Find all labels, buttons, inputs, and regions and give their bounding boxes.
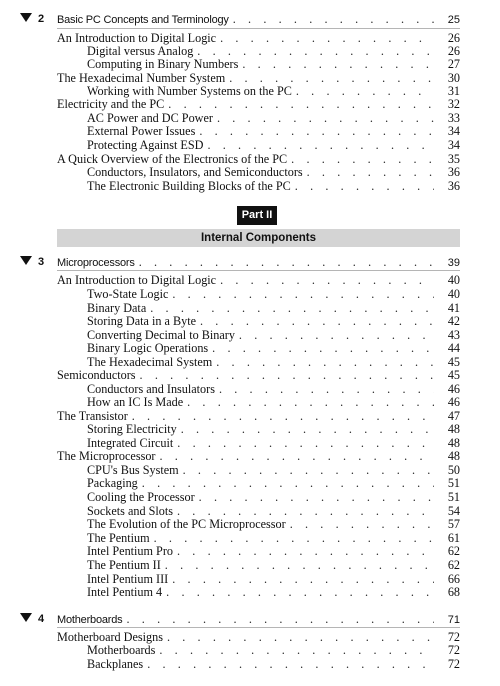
toc-page-number: 48 xyxy=(447,422,460,436)
toc-entry[interactable] xyxy=(0,57,500,71)
toc-page-number: 68 xyxy=(447,585,460,599)
toc-entry[interactable] xyxy=(0,630,500,644)
toc-entry[interactable] xyxy=(0,382,500,396)
expand-triangle-icon[interactable] xyxy=(20,256,32,265)
toc-entry[interactable] xyxy=(0,97,500,111)
dot-leader xyxy=(132,409,434,423)
toc-entry-title: The Electronic Building Blocks of the PC xyxy=(87,179,291,193)
dot-leader xyxy=(167,630,434,644)
toc-page-number: 27 xyxy=(447,57,460,71)
toc-entry-title: Motherboard Designs xyxy=(57,630,163,644)
dot-leader xyxy=(296,84,434,98)
dot-leader xyxy=(172,287,434,301)
toc-chapter-entry[interactable] xyxy=(0,255,500,269)
toc-entry-title: Semiconductors xyxy=(57,368,136,382)
dot-leader xyxy=(187,395,434,409)
toc-entry[interactable] xyxy=(0,657,500,671)
toc-entry[interactable] xyxy=(0,463,500,477)
toc-page-number: 48 xyxy=(447,436,460,450)
toc-entry[interactable] xyxy=(0,643,500,657)
chapter-rule xyxy=(57,28,460,29)
toc-entry[interactable] xyxy=(0,341,500,355)
dot-leader xyxy=(200,314,434,328)
toc-entry-title: Protecting Against ESD xyxy=(87,138,204,152)
chapter-number: 3 xyxy=(38,256,45,268)
chapter-number: 4 xyxy=(38,613,45,625)
toc-chapter-entry[interactable] xyxy=(0,612,500,626)
dot-leader xyxy=(220,31,434,45)
toc-page-number: 26 xyxy=(447,44,460,58)
chapter-number: 2 xyxy=(38,13,45,25)
expand-triangle-icon[interactable] xyxy=(20,613,32,622)
dot-leader xyxy=(199,490,434,504)
dot-leader xyxy=(212,341,434,355)
toc-entry-title: Sockets and Slots xyxy=(87,504,173,518)
toc-entry[interactable] xyxy=(0,152,500,166)
toc-page-number: 41 xyxy=(447,301,460,315)
toc-entry-title: An Introduction to Digital Logic xyxy=(57,31,217,45)
toc-entry[interactable] xyxy=(0,44,500,58)
dot-leader xyxy=(154,531,434,545)
toc-page-number: 66 xyxy=(447,572,460,586)
dot-leader xyxy=(290,517,434,531)
toc-entry-title: Converting Decimal to Binary xyxy=(87,328,235,342)
toc-entry-title: How an IC Is Made xyxy=(87,395,184,409)
toc-entry[interactable] xyxy=(0,71,500,85)
toc-entry-title: Digital versus Analog xyxy=(87,44,194,58)
dot-leader xyxy=(168,97,434,111)
toc-entry[interactable] xyxy=(0,368,500,382)
dot-leader xyxy=(291,152,434,166)
toc-page-number: 51 xyxy=(447,490,460,504)
toc-page-number: 46 xyxy=(447,395,460,409)
toc-entry-title: Motherboards xyxy=(57,614,123,626)
toc-page-number: 25 xyxy=(447,14,460,26)
toc-page-number: 51 xyxy=(447,476,460,490)
toc-entry-title: An Introduction to Digital Logic xyxy=(57,273,217,287)
dot-leader xyxy=(229,71,434,85)
dot-leader xyxy=(239,328,434,342)
toc-entry-title: Motherboards xyxy=(87,643,156,657)
toc-entry-title: Intel Pentium 4 xyxy=(87,585,163,599)
dot-leader xyxy=(307,165,434,179)
toc-page-number: 57 xyxy=(447,517,460,531)
toc-page-number: 32 xyxy=(447,97,460,111)
toc-entry[interactable] xyxy=(0,585,500,599)
toc-chapter-entry[interactable] xyxy=(0,12,500,26)
dot-leader xyxy=(219,382,434,396)
toc-entry-title: The Hexadecimal System xyxy=(87,355,213,369)
part-badge: Part II xyxy=(237,206,277,225)
toc-entry[interactable] xyxy=(0,328,500,342)
toc-page-number: 61 xyxy=(447,531,460,545)
toc-entry[interactable] xyxy=(0,314,500,328)
dot-leader xyxy=(181,422,434,436)
toc-page-number: 45 xyxy=(447,368,460,382)
chapter-rule xyxy=(57,270,460,271)
toc-entry[interactable] xyxy=(0,138,500,152)
chapter-rule xyxy=(57,627,460,628)
toc-page-number: 47 xyxy=(447,409,460,423)
dot-leader xyxy=(159,449,434,463)
dot-leader xyxy=(126,612,434,626)
dot-leader xyxy=(183,463,434,477)
toc-entry-title: The Evolution of the PC Microprocessor xyxy=(87,517,286,531)
toc-entry[interactable] xyxy=(0,395,500,409)
toc-page-number: 62 xyxy=(447,544,460,558)
toc-page-number: 35 xyxy=(447,152,460,166)
toc-entry-title: The Pentium II xyxy=(87,558,161,572)
toc-entry-title: Cooling the Processor xyxy=(87,490,195,504)
dot-leader xyxy=(147,657,434,671)
toc-entry-title: Binary Logic Operations xyxy=(87,341,209,355)
toc-entry[interactable] xyxy=(0,572,500,586)
toc-page-number: 31 xyxy=(447,84,460,98)
toc-entry[interactable] xyxy=(0,301,500,315)
toc-entry[interactable] xyxy=(0,449,500,463)
toc-entry[interactable] xyxy=(0,31,500,45)
dot-leader xyxy=(216,355,434,369)
toc-entry[interactable] xyxy=(0,517,500,531)
toc-page-number: 72 xyxy=(447,643,460,657)
toc-entry[interactable] xyxy=(0,287,500,301)
toc-entry[interactable] xyxy=(0,409,500,423)
dot-leader xyxy=(140,368,434,382)
toc-entry-title: Backplanes xyxy=(87,657,144,671)
toc-page-number: 45 xyxy=(447,355,460,369)
toc-entry-title: A Quick Overview of the Electronics of the PC xyxy=(57,152,288,166)
toc-entry[interactable] xyxy=(0,558,500,572)
toc-page-number: 34 xyxy=(447,124,460,138)
toc-entry[interactable] xyxy=(0,476,500,490)
toc-entry[interactable] xyxy=(0,355,500,369)
dot-leader xyxy=(172,572,434,586)
dot-leader xyxy=(177,504,434,518)
toc-page-number: 46 xyxy=(447,382,460,396)
toc-entry[interactable] xyxy=(0,273,500,287)
toc-page-number: 40 xyxy=(447,273,460,287)
toc-entry-title: The Microprocessor xyxy=(57,449,156,463)
toc-page-number: 72 xyxy=(447,630,460,644)
toc-page-number: 36 xyxy=(447,165,460,179)
toc-entry[interactable] xyxy=(0,165,500,179)
toc-page-number: 72 xyxy=(447,657,460,671)
toc-entry-title: Storing Data in a Byte xyxy=(87,314,196,328)
toc-entry-title: Computing in Binary Numbers xyxy=(87,57,239,71)
toc-entry-title: Intel Pentium III xyxy=(87,572,169,586)
toc-entry-title: Conductors, Insulators, and Semiconductors xyxy=(87,165,303,179)
toc-entry[interactable] xyxy=(0,490,500,504)
toc-entry[interactable] xyxy=(0,111,500,125)
dot-leader xyxy=(207,138,434,152)
toc-page-number: 54 xyxy=(447,504,460,518)
toc-entry-title: The Pentium xyxy=(87,531,150,545)
toc-page-number: 39 xyxy=(447,257,460,269)
toc-page-number: 34 xyxy=(447,138,460,152)
toc-entry-title: Storing Electricity xyxy=(87,422,177,436)
dot-leader xyxy=(150,301,434,315)
toc-entry-title: Integrated Circuit xyxy=(87,436,174,450)
toc-page-number: 43 xyxy=(447,328,460,342)
toc-entry-title: Packaging xyxy=(87,476,138,490)
dot-leader xyxy=(242,57,434,71)
dot-leader xyxy=(142,476,434,490)
toc-page-number: 71 xyxy=(447,614,460,626)
toc-entry[interactable] xyxy=(0,124,500,138)
toc-entry[interactable] xyxy=(0,436,500,450)
toc-entry[interactable] xyxy=(0,179,500,193)
toc-entry[interactable] xyxy=(0,531,500,545)
toc-page-number: 62 xyxy=(447,558,460,572)
toc-entry-title: Basic PC Concepts and Terminology xyxy=(57,14,229,26)
toc-page-number: 42 xyxy=(447,314,460,328)
dot-leader xyxy=(233,12,434,26)
toc-page-number: 36 xyxy=(447,179,460,193)
dot-leader xyxy=(177,436,434,450)
toc-entry[interactable] xyxy=(0,422,500,436)
toc-entry-title: The Transistor xyxy=(57,409,128,423)
dot-leader xyxy=(199,124,434,138)
part-title: Internal Components xyxy=(57,229,460,247)
toc-entry[interactable] xyxy=(0,84,500,98)
toc-entry-title: Two-State Logic xyxy=(87,287,169,301)
toc-entry-title: Intel Pentium Pro xyxy=(87,544,173,558)
toc-entry-title: Microprocessors xyxy=(57,257,135,269)
toc-page-number: 26 xyxy=(447,31,460,45)
toc-page-number: 30 xyxy=(447,71,460,85)
toc-entry-title: Working with Number Systems on the PC xyxy=(87,84,292,98)
expand-triangle-icon[interactable] xyxy=(20,13,32,22)
toc-page-number: 33 xyxy=(447,111,460,125)
toc-page-number: 44 xyxy=(447,341,460,355)
dot-leader xyxy=(197,44,434,58)
toc-page-number: 48 xyxy=(447,449,460,463)
toc-entry-title: The Hexadecimal Number System xyxy=(57,71,226,85)
dot-leader xyxy=(165,558,434,572)
toc-entry-title: CPU's Bus System xyxy=(87,463,179,477)
toc-page-number: 50 xyxy=(447,463,460,477)
dot-leader xyxy=(295,179,434,193)
toc-entry-title: Binary Data xyxy=(87,301,147,315)
toc-entry[interactable] xyxy=(0,504,500,518)
dot-leader xyxy=(177,544,434,558)
dot-leader xyxy=(139,255,434,269)
dot-leader xyxy=(217,111,434,125)
toc-entry-title: Electricity and the PC xyxy=(57,97,165,111)
toc-entry[interactable] xyxy=(0,544,500,558)
dot-leader xyxy=(159,643,434,657)
dot-leader xyxy=(166,585,434,599)
dot-leader xyxy=(220,273,434,287)
toc-entry-title: Conductors and Insulators xyxy=(87,382,215,396)
toc-entry-title: External Power Issues xyxy=(87,124,196,138)
toc-page-number: 40 xyxy=(447,287,460,301)
toc-entry-title: AC Power and DC Power xyxy=(87,111,213,125)
